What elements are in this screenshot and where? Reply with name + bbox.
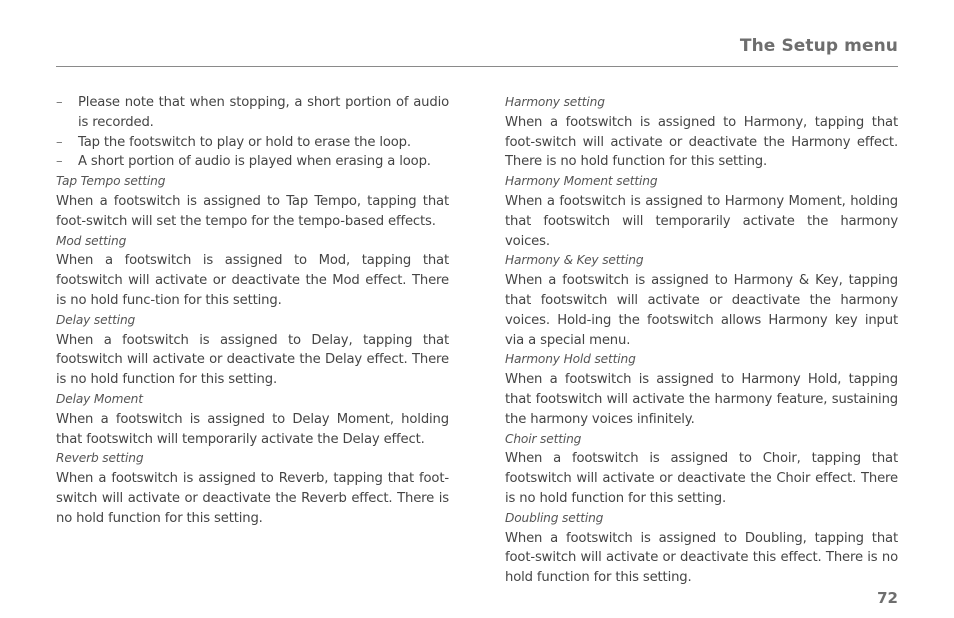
section-heading-harmony: Harmony setting (505, 95, 605, 109)
bullet-item (56, 93, 449, 133)
section-heading-tap-tempo: Tap Tempo setting (56, 174, 166, 189)
section-text-harmony-key: When a footswitch is assigned to Harmony & Key, tapping that footswitch will activate or deactivate the harmony voices. Hold-ing the footswitch allows Harmony key input via a special menu. (505, 273, 898, 348)
section-text-harmony: When a footswitch is assigned to Harmony, tapping that foot-switch will activate or deactivate the Harmony effect. There is no hold function for this setting. (505, 114, 898, 170)
left-column (56, 93, 449, 529)
header-divider (56, 66, 898, 67)
section-heading-delay: Delay setting (56, 312, 136, 327)
section-heading-choir: Choir setting (505, 431, 582, 446)
bullet-text: Tap the footswitch to play or hold to erase the loop. (78, 134, 411, 150)
section-heading-doubling: Doubling setting (505, 510, 604, 525)
section-heading-harmony-hold: Harmony Hold setting (505, 352, 636, 367)
bullet-dash: – (56, 134, 63, 150)
bullet-text: Please note that when stopping, a short portion of audio is recorded. (78, 95, 449, 130)
section-text-doubling: When a footswitch is assigned to Doubling, tapping that foot-switch will activate or deactivate this effect. There is no hold function for this setting. (505, 530, 898, 586)
section-heading-delay-moment: Delay Moment (56, 391, 143, 406)
right-column (505, 93, 898, 588)
bullet-item (56, 152, 449, 172)
section-text-delay-moment: When a footswitch is assigned to Delay Moment, holding that footswitch will temporarily activate the Delay effect. (56, 411, 449, 447)
page-number: 72 (877, 589, 898, 607)
section-text-mod: When a footswitch is assigned to Mod, tapping that footswitch will activate or deactivate the Mod effect. There is no hold func-tion for this setting. (56, 253, 449, 308)
section-text-choir: When a footswitch is assigned to Choir, tapping that footswitch will activate or deactivate the Choir effect. There is no hold function for this setting. (505, 451, 898, 506)
section-text-harmony-hold: When a footswitch is assigned to Harmony Hold, tapping that footswitch will activate the harmony feature, sustaining the harmony voices infinitely. (505, 372, 898, 427)
bullet-item (56, 133, 449, 153)
section-text-reverb: When a footswitch is assigned to Reverb, tapping that foot-switch will activate or deactivate the Reverb effect. There is no hold function for this setting. (56, 471, 449, 526)
bullet-dash: – (56, 154, 63, 170)
bullet-dash: – (56, 95, 63, 110)
section-heading-harmony-moment: Harmony Moment setting (505, 174, 658, 189)
section-heading-harmony-key: Harmony & Key setting (505, 253, 644, 268)
section-heading-reverb: Reverb setting (56, 451, 144, 466)
section-text-delay: When a footswitch is assigned to Delay, tapping that footswitch will activate or deactivate the Delay effect. There is no hold function for this setting. (56, 332, 449, 388)
page-header-title: The Setup menu (739, 36, 898, 56)
section-heading-mod: Mod setting (56, 233, 127, 248)
section-text-harmony-moment: When a footswitch is assigned to Harmony Moment, holding that footswitch will temporarily activate the harmony voices. (505, 193, 898, 249)
bullet-text: A short portion of audio is played when erasing a loop. (78, 154, 431, 170)
section-text-tap-tempo: When a footswitch is assigned to Tap Tempo, tapping that foot-switch will set the tempo for the tempo-based effects. (56, 193, 449, 229)
